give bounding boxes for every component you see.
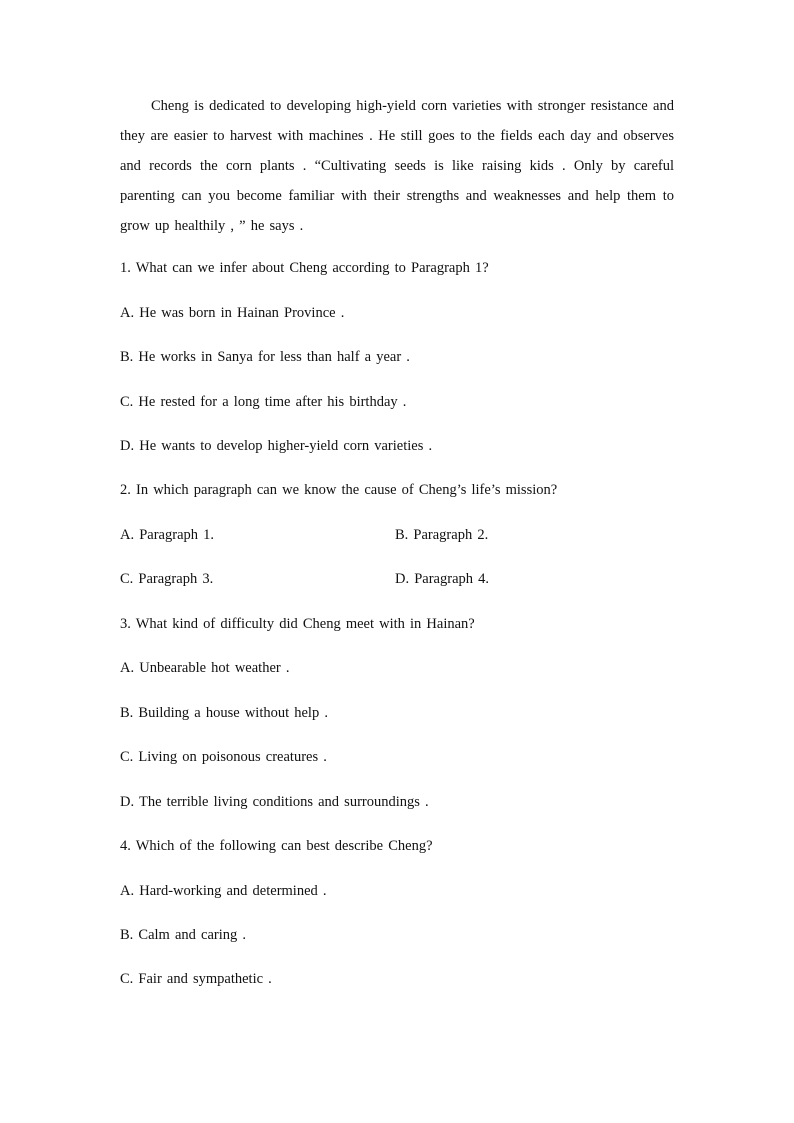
question-4-option-c: C. Fair and sympathetic . xyxy=(120,971,272,987)
question-3-option-a: A. Unbearable hot weather . xyxy=(120,660,290,676)
question-1-option-b: B. He works in Sanya for less than half a year . xyxy=(120,349,410,365)
question-1-option-a: A. He was born in Hainan Province . xyxy=(120,305,345,321)
question-4-stem: 4. Which of the following can best describe Cheng? xyxy=(120,838,433,854)
question-2-option-d: D. Paragraph 4. xyxy=(395,571,490,587)
question-3-stem: 3. What kind of difficulty did Cheng meet with in Hainan? xyxy=(120,616,475,632)
question-2-option-b: B. Paragraph 2. xyxy=(395,527,489,543)
question-3-option-d: D. The terrible living conditions and surroundings . xyxy=(120,794,429,810)
question-2-option-c: C. Paragraph 3. xyxy=(120,571,214,587)
question-1-stem: 1. What can we infer about Cheng according to Paragraph 1? xyxy=(120,260,489,276)
question-2-stem: 2. In which paragraph can we know the cause of Cheng’s life’s mission? xyxy=(120,482,558,498)
passage-paragraph: Cheng is dedicated to developing high-yield corn varieties with stronger resistance and they are easier to harvest with machines . He still goes to the fields each day and observes and records the corn plants . “Cultivating seeds is like raising kids . Only by careful parenting can you become familiar with their strengths and weaknesses and help them to grow up healthily , ” he says . xyxy=(120,98,674,234)
question-3-option-b: B. Building a house without help . xyxy=(120,705,328,721)
question-1-option-c: C. He rested for a long time after his birthday . xyxy=(120,394,407,410)
question-1-option-d: D. He wants to develop higher-yield corn varieties . xyxy=(120,438,433,454)
question-2-option-a: A. Paragraph 1. xyxy=(120,527,215,543)
question-4-option-b: B. Calm and caring . xyxy=(120,927,247,943)
question-3-option-c: C. Living on poisonous creatures . xyxy=(120,749,327,765)
question-4-option-a: A. Hard-working and determined . xyxy=(120,883,327,899)
